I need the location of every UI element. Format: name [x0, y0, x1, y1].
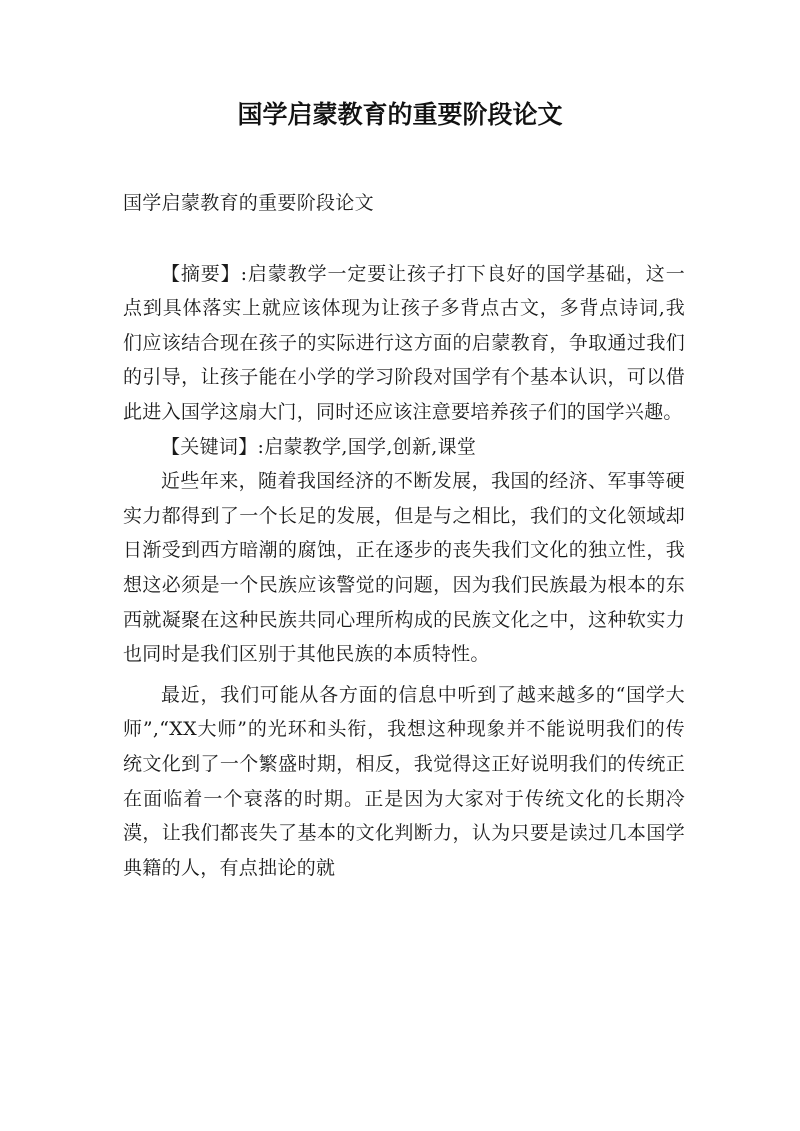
body-paragraph-2: 最近，我们可能从各方面的信息中听到了越来越多的“国学大师”,“XX大师”的光环和头衔，我想这种现象并不能说明我们的传统文化到了一个繁盛时期，相反，我觉得这正好说明我们的传统正在面临着一个衰落的时期。正是因为大家对于传统文化的长期冷漠，让我们都丧失了基本的文化判断力，认为只要是读过几本国学典籍的人，有点拙论的就 — [123, 683, 685, 879]
keywords-paragraph — [123, 430, 685, 465]
abstract-text: 启蒙教学一定要让孩子打下良好的国学基础，这一点到具体落实上就应该体现为让孩子多背点古文，多背点诗词,我们应该结合现在孩子的实际进行这方面的启蒙教育，争取通过我们的引导，让孩子能在小学的学习阶段对国学有个基本认识，可以借此进入国学这扇大门，同时还应该注意要培养孩子们的国学兴趣。 — [123, 262, 686, 423]
abstract-paragraph — [123, 257, 685, 430]
document-body — [123, 186, 685, 885]
keywords-text: 启蒙教学,国学,创新,课堂 — [264, 435, 477, 458]
keywords-label: 【关键词】: — [161, 435, 265, 458]
document-title: 国学启蒙教育的重要阶段论文 — [237, 100, 563, 129]
abstract-label: 【摘要】: — [161, 262, 248, 285]
body-paragraph-1: 近些年来，随着我国经济的不断发展，我国的经济、军事等硬实力都得到了一个长足的发展，但是与之相比，我们的文化领域却日渐受到西方暗潮的腐蚀，正在逐步的丧失我们文化的独立性，我想这必须是一个民族应该警觉的问题，因为我们民族最为根本的东西就凝聚在这种民族共同心理所构成的民族文化之中，这种软实力也同时是我们区别于其他民族的本质特性。 — [123, 470, 685, 666]
document-subtitle: 国学启蒙教育的重要阶段论文 — [123, 192, 374, 214]
